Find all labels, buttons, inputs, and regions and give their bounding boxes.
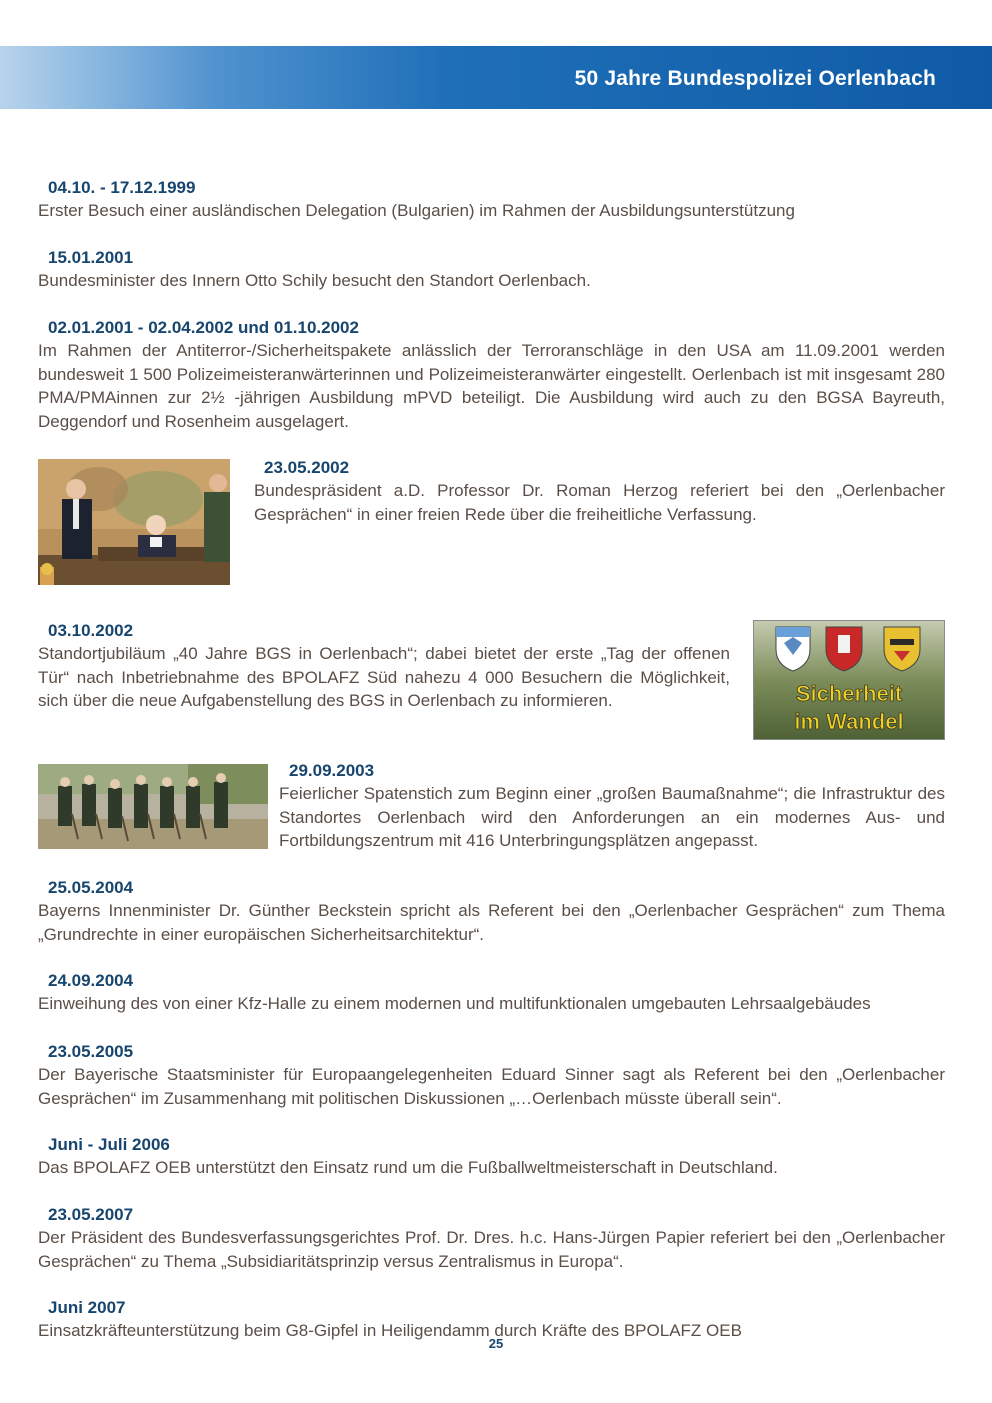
- header-banner: [0, 46, 992, 109]
- entry-text: Der Präsident des Bundesverfassungsgerichtes Prof. Dr. Dres. h.c. Hans-Jürgen Papier referiert bei den „Oerlenbacher Gesprächen“ zu Thema „Subsidiaritätsprinzip versus Zentralismus in Europa“.: [38, 1228, 945, 1271]
- timeline-entry: [38, 969, 945, 1016]
- emblem-line1: Sicherheit: [795, 681, 903, 706]
- timeline-entry: [38, 876, 945, 946]
- entry-text: Einweihung des von einer Kfz-Halle zu einem modernen und multifunktionalen umgebauten Lehrsaalgebäudes: [38, 994, 871, 1013]
- entry-text: Feierlicher Spatenstich zum Beginn einer „großen Baumaßnahme“; die Infrastruktur des Standortes Oerlenbach wird den Anforderungen an ein modernes Aus- und Fortbildungszentrum mit 416 Unterbringungsplätzen angepasst.: [279, 784, 945, 850]
- entry-text: Bayerns Innenminister Dr. Günther Beckstein spricht als Referent bei den „Oerlenbacher Gesprächen“ zum Thema „Grundrechte in einer europäischen Sicherheitsarchitektur“.: [38, 901, 945, 944]
- entry-date: 24.09.2004: [48, 971, 134, 990]
- timeline-entry: [38, 1040, 945, 1110]
- timeline-entry: [38, 246, 945, 293]
- timeline-entry: [38, 176, 945, 223]
- entry-date: 29.09.2003: [289, 761, 375, 780]
- entry-date: 23.05.2007: [48, 1205, 134, 1224]
- entry-text: Der Bayerische Staatsminister für Europaangelegenheiten Eduard Sinner sagt als Referent bei den „Oerlenbacher Gesprächen“ im Zusammenhang mit politischen Diskussionen „…Oerlenbach müsste überall sein“.: [38, 1065, 945, 1108]
- timeline-entry: [279, 759, 945, 853]
- header-title: 50 Jahre Bundespolizei Oerlenbach: [574, 67, 936, 90]
- entry-text: Einsatzkräfteunterstützung beim G8-Gipfel in Heiligendamm durch Kräfte des BPOLAFZ OEB: [38, 1321, 742, 1340]
- photo-groundbreaking: [38, 764, 268, 849]
- emblem-line2: im Wandel: [794, 709, 904, 734]
- entry-date: 04.10. - 17.12.1999: [48, 178, 196, 197]
- entry-text: Standortjubiläum „40 Jahre BGS in Oerlenbach“; dabei bietet der erste „Tag der offenen Tür“ nach Inbetriebnahme des BPOLAFZ Süd nahezu 4 000 Besuchern die Möglichkeit, sich über die neue Aufgabenstellung des BGS in Oerlenbach zu informieren.: [38, 644, 730, 710]
- entry-date: 25.05.2004: [48, 878, 134, 897]
- page-number: 25: [488, 1336, 504, 1351]
- entry-date: 03.10.2002: [48, 621, 134, 640]
- timeline-entry: [254, 456, 945, 526]
- entry-text: Bundespräsident a.D. Professor Dr. Roman Herzog referiert bei den „Oerlenbacher Gesprächen“ in einer freien Rede über die freiheitliche Verfassung.: [254, 481, 945, 524]
- entry-date: 23.05.2005: [48, 1042, 134, 1061]
- timeline-entry: [38, 316, 945, 433]
- entry-date: 23.05.2002: [264, 458, 350, 477]
- emblem-sicherheit-im-wandel: [753, 620, 945, 740]
- entry-text: Erster Besuch einer ausländischen Delegation (Bulgarien) im Rahmen der Ausbildungsunterstützung: [38, 201, 795, 220]
- timeline-entry: [38, 619, 730, 713]
- entry-text: Bundesminister des Innern Otto Schily besucht den Standort Oerlenbach.: [38, 271, 591, 290]
- entry-date: 02.01.2001 - 02.04.2002 und 01.10.2002: [48, 318, 359, 337]
- entry-date: 15.01.2001: [48, 248, 134, 267]
- photo-herzog-signing: [38, 459, 230, 585]
- entry-date: Juni 2007: [48, 1298, 126, 1317]
- entry-date: Juni - Juli 2006: [48, 1135, 170, 1154]
- timeline-entry: [38, 1203, 945, 1273]
- timeline-entry: [38, 1133, 945, 1180]
- entry-text: Im Rahmen der Antiterror-/Sicherheitspakete anlässlich der Terroranschläge in den USA am 11.09.2001 werden bundesweit 1 500 Polizeimeisteranwärterinnen und Polizeimeisteranwärter eingestellt. Oerlenbach ist mit insgesamt 280 PMA/PMAinnen zur 2½ -jährigen Ausbildung mPVD beteiligt. Die Ausbildung wird auch zu den BGSA Bayreuth, Deggendorf und Rosenheim ausgelagert.: [38, 341, 945, 431]
- entry-text: Das BPOLAFZ OEB unterstützt den Einsatz rund um die Fußballweltmeisterschaft in Deutschland.: [38, 1158, 778, 1177]
